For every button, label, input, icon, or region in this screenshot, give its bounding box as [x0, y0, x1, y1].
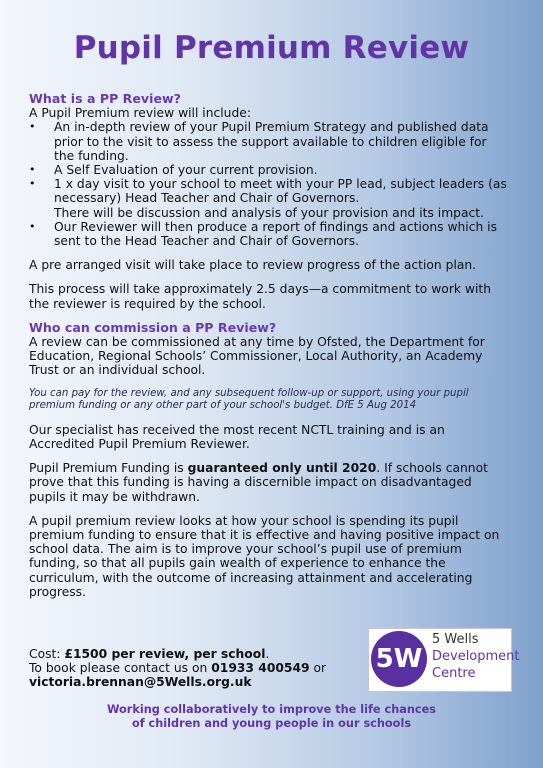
- section-heading-who: Who can commission a PP Review?: [29, 319, 277, 335]
- five-wells-logo: [368, 628, 520, 692]
- dfe-quote: You can pay for the review, and any subsequent follow-up or support, using your pupil premium funding or any other part of your school's budget. DfE 5 Aug 2014: [29, 387, 469, 412]
- contact-text-end: or: [309, 661, 327, 676]
- cost-value: £1500 per review, per school: [64, 647, 266, 661]
- footer-line-2: of children and young people in our schools: [131, 716, 412, 730]
- funding-emphasis: guaranteed only until 2020: [187, 461, 377, 476]
- logo-mark-icon: 5W: [371, 631, 427, 687]
- review-intro: A Pupil Premium review will include:: [29, 106, 251, 121]
- bullet-text: Our Reviewer will then produce a report of findings and actions which is sent to the Head Teacher and Chair of Governors.: [54, 219, 497, 249]
- footer-line-1: Working collaboratively to improve the life chances: [106, 703, 437, 716]
- process-paragraph: This process will take approximately 2.5 days—a commitment to work with the reviewer is required by the school.: [29, 282, 491, 311]
- bullet-text: A Self Evaluation of your current provision.: [54, 163, 318, 178]
- specialist-paragraph: Our specialist has received the most recent NCTL training and is an Accredited Pupil Premium Reviewer.: [29, 422, 445, 452]
- contact-line: [29, 661, 359, 675]
- review-purpose-paragraph: A pupil premium review looks at how your school is spending its pupil premium funding to ensure that it is effective and having positive impact on school data. The aim is to improve your school’s pupil use of premium funding, so that all pupils gain wealth of experience to enhance the curriculum, with the outcome of increasing attainment and accelerating progress.: [29, 513, 500, 599]
- logo-line-2: Development: [432, 649, 520, 664]
- bullet-item: [29, 120, 507, 163]
- logo-line-3: Centre: [432, 666, 476, 681]
- funding-text: Pupil Premium Funding is: [29, 461, 188, 476]
- bullet-item: [29, 177, 507, 220]
- bullet-text: 1 x day visit to your school to meet with your PP lead, subject leaders (as necessary) Head Teacher and Chair of Governors.: [54, 177, 507, 206]
- phone-number[interactable]: 01933 400549: [211, 661, 310, 676]
- section-heading-what: What is a PP Review?: [29, 91, 181, 106]
- funding-paragraph: [29, 461, 507, 504]
- cost-contact-block: [29, 647, 359, 690]
- cost-label: Cost:: [29, 647, 65, 661]
- logo-text: [432, 631, 520, 682]
- email-link[interactable]: victoria.brennan@5Wells.org.uk: [29, 675, 252, 690]
- bullet-item: [29, 220, 507, 248]
- page-title: Pupil Premium Review: [73, 30, 470, 66]
- commission-paragraph: A review can be commissioned at any time by Ofsted, the Department for Education, Regional Schools’ Commissioner, Local Authority, an Academy Trust or an individual school.: [29, 335, 485, 378]
- review-bullet-list: [29, 120, 507, 248]
- funding-text-end: . If schools cannot prove that this funding is having a discernible impact on disadvantaged pupils it may be withdrawn.: [29, 461, 488, 504]
- main-content: [29, 92, 507, 599]
- email-line: [29, 675, 359, 689]
- visit-paragraph: A pre arranged visit will take place to review progress of the action plan.: [29, 258, 477, 273]
- cost-line: [29, 647, 359, 661]
- cost-end: .: [265, 647, 270, 661]
- logo-line-1: 5 Wells: [432, 632, 479, 647]
- bullet-text: An in-depth review of your Pupil Premium Strategy and published data prior to the visit to assess the support available to children eligible for the funding.: [54, 120, 489, 163]
- contact-text: To book please contact us on: [29, 661, 212, 676]
- footer-tagline: [0, 703, 543, 730]
- bullet-item: [29, 163, 507, 177]
- bullet-extra-text: There will be discussion and analysis of your provision and its impact.: [54, 205, 485, 220]
